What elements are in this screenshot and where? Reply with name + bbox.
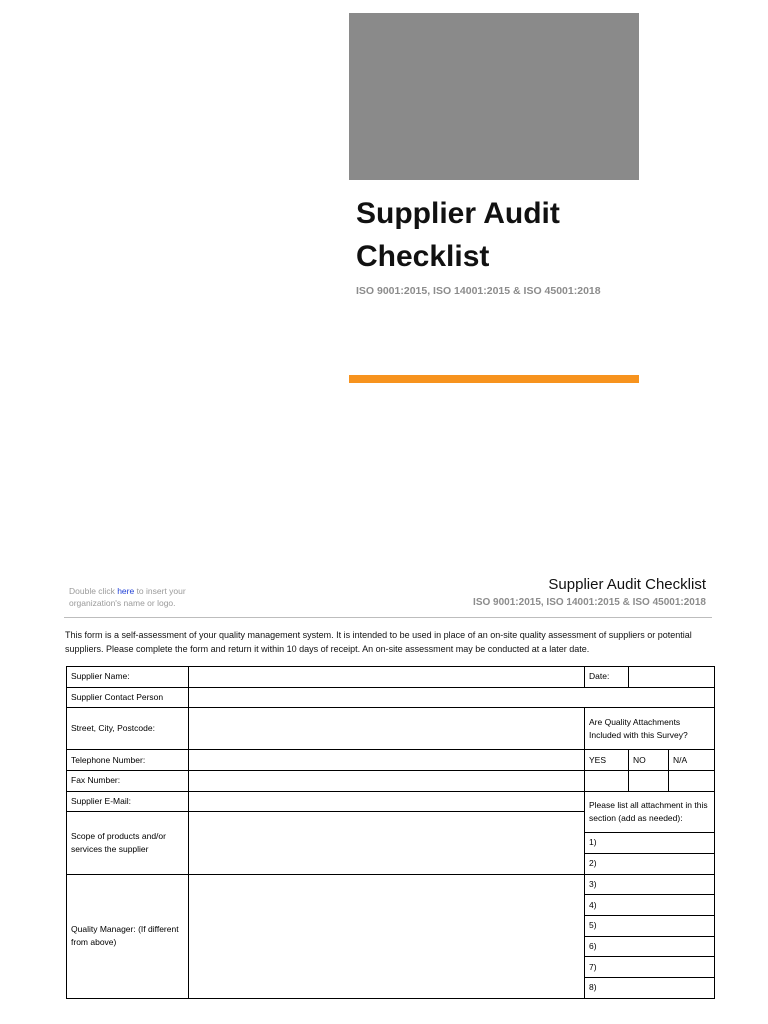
date-label: Date: (585, 667, 629, 688)
insert-logo-link[interactable]: here (117, 586, 135, 596)
attachments-question: Are Quality Attachments Included with this Survey? (585, 708, 715, 750)
attachments-list-instruction: Please list all attachment in this section (add as needed): (585, 791, 715, 832)
header-divider (64, 617, 712, 618)
quality-manager-field[interactable] (189, 874, 585, 998)
no-option[interactable]: NO (629, 750, 669, 771)
telephone-field[interactable] (189, 750, 585, 771)
telephone-label: Telephone Number: (67, 750, 189, 771)
page-header-subtitle: ISO 9001:2015, ISO 14001:2015 & ISO 45001:2018 (473, 597, 706, 608)
yes-option[interactable]: YES (585, 750, 629, 771)
cover-image-placeholder (349, 13, 639, 180)
fax-label: Fax Number: (67, 771, 189, 792)
supplier-name-field[interactable] (189, 667, 585, 688)
yes-answer-field[interactable] (585, 771, 629, 792)
fax-field[interactable] (189, 771, 585, 792)
supplier-name-label: Supplier Name: (67, 667, 189, 688)
attachment-item[interactable]: 8) (585, 977, 715, 998)
attachment-item[interactable]: 3) (585, 874, 715, 895)
cover-title: Supplier Audit Checklist (356, 197, 560, 273)
attachment-item[interactable]: 4) (585, 895, 715, 916)
page-header-title: Supplier Audit Checklist (548, 576, 706, 593)
attachment-item[interactable]: 2) (585, 853, 715, 874)
street-label: Street, City, Postcode: (67, 708, 189, 750)
email-label: Supplier E-Mail: (67, 791, 189, 812)
na-answer-field[interactable] (669, 771, 715, 792)
attachment-item[interactable]: 6) (585, 936, 715, 957)
quality-manager-label: Quality Manager: (If different from above) (67, 874, 189, 998)
street-field[interactable] (189, 708, 585, 750)
cover-subtitle: ISO 9001:2015, ISO 14001:2015 & ISO 45001:2018 (356, 285, 601, 297)
na-option[interactable]: N/A (669, 750, 715, 771)
logo-placeholder-hint: Double click here to insert your organization's name or logo. (69, 586, 186, 608)
date-field[interactable] (629, 667, 715, 688)
attachment-item[interactable]: 5) (585, 915, 715, 936)
no-answer-field[interactable] (629, 771, 669, 792)
scope-field[interactable] (189, 812, 585, 874)
attachment-item[interactable]: 1) (585, 833, 715, 854)
email-field[interactable] (189, 791, 585, 812)
intro-paragraph: This form is a self-assessment of your quality management system. It is intended to be used in place of an on-site quality assessment of suppliers or potential suppliers. Please complete the form and return it within 10 days of receipt. An on-site assessment may be conducted at a later date. (65, 630, 692, 654)
supplier-form-table (66, 666, 715, 999)
contact-person-field[interactable] (189, 687, 715, 708)
cover-accent-bar (349, 375, 639, 383)
scope-label: Scope of products and/or services the supplier (67, 812, 189, 874)
contact-person-label: Supplier Contact Person (67, 687, 189, 708)
attachment-item[interactable]: 7) (585, 957, 715, 978)
